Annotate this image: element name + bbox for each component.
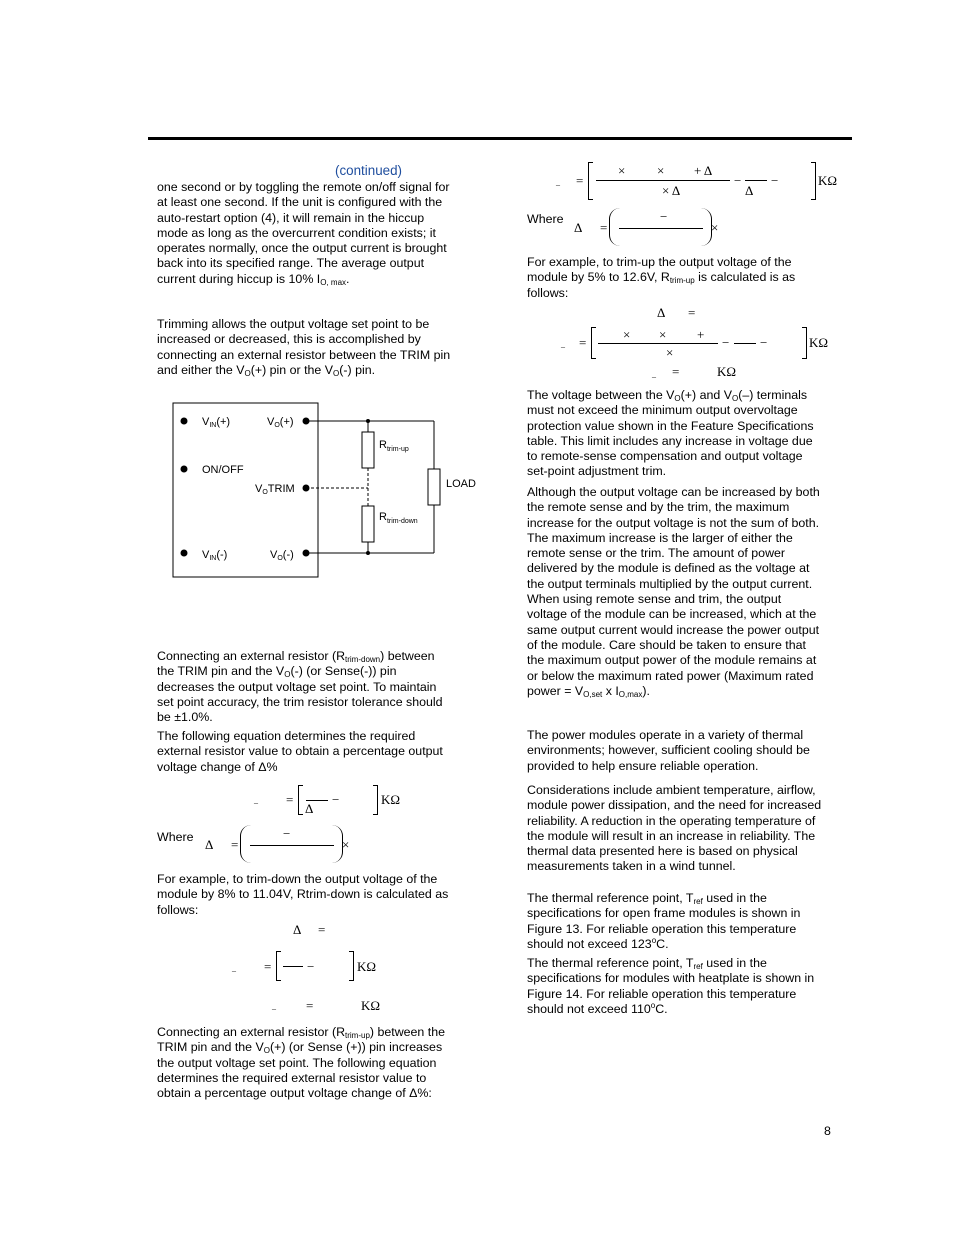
left-paragraph-equation-intro: The following equation determines the required external resistor value to obtain a percentage output voltage change of Δ% [157,729,443,774]
left-paragraph-trimming: Trimming allows the output voltage set point to be increased or decreased, this is accomplished by connecting an external resistor between the TRIM pin and either the $V_O(+)$ pin or the $V_O(-)$ pin. [157,317,451,378]
label-on-off: ON/OFF [202,464,244,476]
label-load: LOAD [446,478,476,490]
junction-bottom [366,551,370,555]
right-paragraph-considerations: Considerations include ambient temperature, airflow, module power dissipation, and the need for increased reliability. A reduction in the operating temperature of the module will result in an increase in reliability. The thermal data presented here is based on physical measurements taken in a wind tunnel. [527,783,822,874]
left-where-label: Where [157,830,194,844]
right-where-label: Where [527,212,564,226]
label-rtrim-down: $R_{trim-down}$ [379,511,418,525]
right-paragraph-voltage-limit: The voltage between the $V_O(+)$ and $V_O(-)$ terminals must not exceed the minimum output overvoltage protection value shown in the Feature Specifications table. This limit includes any increase in voltage due to remote-sense compensation and output voltage set-point adjustment trim. [527,388,814,479]
vin-minus-dot [181,550,188,557]
label-rtrim-up: $R_{trim-up}$ [379,439,409,453]
label-vo-trim: VOTRIM [255,483,295,496]
rtrim-down-resistor [362,506,374,542]
on-off-dot [181,466,188,473]
module-box [173,403,318,577]
vin-plus-dot [181,418,188,425]
load-resistor [428,469,440,505]
right-paragraph-tref-open-frame: The thermal reference point, $T_{ref}$ used in the specifications for open frame modules is shown in Figure 13. For reliable operation this temperature should not exceed 123$^o$C. [527,891,801,951]
continued-label: (continued) [335,163,402,178]
junction-top [366,419,370,423]
page-number: 8 [824,1124,831,1138]
left-paragraph-hiccup: one second or by toggling the remote on/off signal for at least one second. If the unit is configured with the auto-restart option (4), it will remain in the hiccup mode as long as the overcurrent condition exists; it operates normally, once the output current is brought back into its specified range. The average output current during hiccup is 10% $I_{O, max}$. [157,180,450,287]
left-paragraph-trim-down: Connecting an external resistor $(R_{trim-down})$ between the TRIM pin and the $V_O(-)$ (or Sense(-)) pin decreases the output voltage set point. To maintain set point accuracy, the trim resistor tolerance should be ±1.0%. [157,649,443,725]
label-vin-minus: VIN(-) [202,549,228,562]
right-paragraph-max-increase: Although the output voltage can be increased by both the remote sense and by the trim, the maximum increase for the output voltage is not the sum of both. The maximum increase is the larger of either the remote sense or the trim. The amount of power delivered by the module is defined as the voltage at the output terminals multiplied by the output current. When using remote sense and trim, the output voltage of the module can be increased, which at the same output current would increase the power output of the module. Care should be taken to ensure that the maximum output power of the module remains at or below the maximum rated power (Maximum rated power = $V_{O,set}$ x $I_{O,max}$). [527,485,820,699]
rtrim-up-resistor [362,432,374,468]
label-vo-minus: VO(-) [270,549,294,562]
right-paragraph-thermal: The power modules operate in a variety of thermal environments; however, sufficient cooling should be provided to help ensure reliable operation. [527,728,810,773]
right-paragraph-trim-up-example: For example, to trim-up the output voltage of the module by 5% to 12.6V, $R_{trim-up}$ is calculated is as follows: [527,255,796,300]
left-paragraph-trim-up: Connecting an external resistor $(R_{trim-up})$ between the TRIM pin and the $V_O(+)$ (or Sense (+)) pin increases the output voltage set point. The following equation determines the required external resistor value to obtain a percentage output voltage change of Δ%: [157,1025,445,1101]
label-vin-plus: VIN(+) [202,416,231,429]
right-paragraph-tref-heatplate: The thermal reference point, $T_{ref}$ used in the specifications for modules with heatplate is shown in Figure 14. For reliable operation this temperature should not exceed 110$^o$C. [527,956,815,1016]
label-vo-plus: VO(+) [267,416,294,429]
left-paragraph-trim-down-example: For example, to trim-down the output voltage of the module by 8% to 11.04V, Rtrim-down is calculated as follows: [157,872,449,917]
